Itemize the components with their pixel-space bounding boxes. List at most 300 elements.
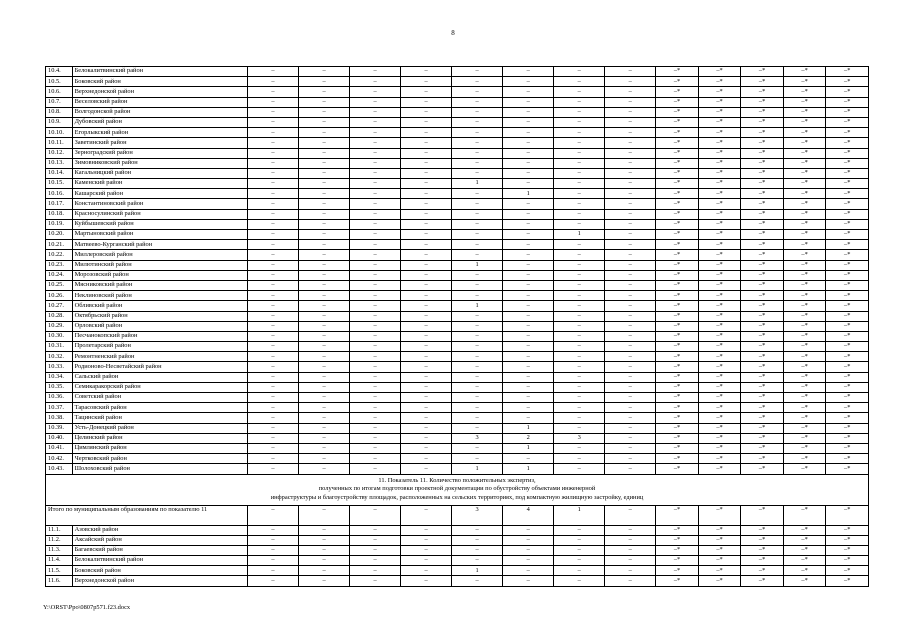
- district-name: Целинский район: [72, 433, 247, 443]
- value-cell: –: [554, 352, 605, 362]
- value-cell: –*: [741, 342, 784, 352]
- value-cell: –: [248, 250, 299, 260]
- value-cell: –*: [826, 403, 869, 413]
- value-cell: –: [401, 87, 452, 97]
- row-number: 10.13.: [46, 158, 73, 168]
- value-cell: –: [605, 433, 656, 443]
- value-cell: –: [605, 189, 656, 199]
- value-cell: –: [401, 556, 452, 566]
- value-cell: –*: [741, 168, 784, 178]
- value-cell: –: [299, 372, 350, 382]
- value-cell: –*: [741, 240, 784, 250]
- value-cell: –*: [698, 117, 741, 127]
- table-row: [46, 280, 869, 290]
- value-cell: –: [554, 321, 605, 331]
- value-cell: –: [452, 576, 503, 586]
- value-cell: –: [503, 219, 554, 229]
- value-cell: –: [554, 97, 605, 107]
- value-cell: –: [452, 209, 503, 219]
- value-cell: –: [401, 566, 452, 576]
- value-cell: –*: [826, 189, 869, 199]
- value-cell: –*: [783, 87, 826, 97]
- value-cell: –: [350, 372, 401, 382]
- table-row: [46, 443, 869, 453]
- value-cell: –*: [698, 566, 741, 576]
- value-cell: –: [452, 331, 503, 341]
- value-cell: –: [248, 128, 299, 138]
- table-row: [46, 240, 869, 250]
- row-number: 10.26.: [46, 291, 73, 301]
- value-cell: –: [503, 403, 554, 413]
- district-name: Чертковский район: [72, 454, 247, 464]
- value-cell: –*: [826, 260, 869, 270]
- value-cell: –: [350, 423, 401, 433]
- value-cell: –*: [656, 331, 699, 341]
- value-cell: –: [452, 556, 503, 566]
- value-cell: –: [299, 576, 350, 586]
- value-cell: –*: [826, 464, 869, 474]
- file-path-footer: Y:\ORST\Ppo\0807p571.f23.docx: [43, 604, 131, 611]
- row-number: 10.16.: [46, 189, 73, 199]
- value-cell: –*: [741, 301, 784, 311]
- table-row: [46, 67, 869, 77]
- row-number: 10.29.: [46, 321, 73, 331]
- value-cell: –*: [826, 270, 869, 280]
- value-cell: –*: [698, 393, 741, 403]
- value-cell: –*: [783, 393, 826, 403]
- value-cell: –: [248, 525, 299, 535]
- value-cell: –: [452, 230, 503, 240]
- value-cell: –*: [826, 117, 869, 127]
- value-cell: –*: [656, 219, 699, 229]
- value-cell: –: [350, 209, 401, 219]
- value-cell: –: [401, 331, 452, 341]
- value-cell: –: [401, 413, 452, 423]
- value-cell: –: [554, 393, 605, 403]
- value-cell: –: [248, 576, 299, 586]
- table-row: [46, 158, 869, 168]
- value-cell: –*: [826, 443, 869, 453]
- row-number: 10.8.: [46, 107, 73, 117]
- table-row: [46, 433, 869, 443]
- value-cell: –: [503, 321, 554, 331]
- value-cell: –: [554, 556, 605, 566]
- value-cell: –*: [826, 423, 869, 433]
- value-cell: –: [299, 107, 350, 117]
- value-cell: –*: [826, 230, 869, 240]
- value-cell: –: [248, 321, 299, 331]
- value-cell: –: [401, 576, 452, 586]
- value-cell: 2: [503, 433, 554, 443]
- value-cell: –*: [698, 372, 741, 382]
- table-row: [46, 413, 869, 423]
- value-cell: –: [401, 352, 452, 362]
- value-cell: 1: [503, 423, 554, 433]
- row-number: 10.35.: [46, 382, 73, 392]
- value-cell: –: [554, 545, 605, 555]
- value-cell: –*: [656, 393, 699, 403]
- value-cell: –*: [698, 413, 741, 423]
- value-cell: –*: [783, 179, 826, 189]
- value-cell: –: [299, 443, 350, 453]
- value-cell: –*: [656, 230, 699, 240]
- district-name: Зимовниковский район: [72, 158, 247, 168]
- value-cell: –*: [826, 138, 869, 148]
- value-cell: –*: [656, 433, 699, 443]
- value-cell: –: [299, 291, 350, 301]
- table-row: [46, 230, 869, 240]
- district-name: Милютинский район: [72, 260, 247, 270]
- table-row: [46, 209, 869, 219]
- district-name: Азовский район: [72, 525, 247, 535]
- table-row: [46, 107, 869, 117]
- value-cell: –*: [783, 209, 826, 219]
- value-cell: –*: [826, 209, 869, 219]
- row-number: 10.32.: [46, 352, 73, 362]
- value-cell: –: [299, 67, 350, 77]
- value-cell: –*: [783, 168, 826, 178]
- value-cell: –: [605, 545, 656, 555]
- value-cell: –: [452, 158, 503, 168]
- value-cell: –*: [698, 209, 741, 219]
- value-cell: –*: [698, 556, 741, 566]
- district-name: Веселовский район: [72, 97, 247, 107]
- value-cell: –*: [741, 270, 784, 280]
- value-cell: –*: [783, 219, 826, 229]
- value-cell: –*: [826, 331, 869, 341]
- value-cell: –: [350, 566, 401, 576]
- value-cell: –: [299, 454, 350, 464]
- district-name: Неклиновский район: [72, 291, 247, 301]
- value-cell: –: [350, 77, 401, 87]
- value-cell: –: [401, 393, 452, 403]
- value-cell: –*: [783, 454, 826, 464]
- row-number: 10.9.: [46, 117, 73, 127]
- value-cell: –: [401, 260, 452, 270]
- value-cell: –: [554, 168, 605, 178]
- value-cell: –: [554, 77, 605, 87]
- total-value-cell: –: [248, 505, 299, 525]
- value-cell: –: [299, 138, 350, 148]
- value-cell: –: [554, 219, 605, 229]
- value-cell: –: [554, 128, 605, 138]
- value-cell: –: [350, 230, 401, 240]
- value-cell: –*: [656, 117, 699, 127]
- value-cell: –*: [783, 403, 826, 413]
- value-cell: –: [401, 240, 452, 250]
- value-cell: –: [605, 77, 656, 87]
- value-cell: –: [248, 545, 299, 555]
- value-cell: –: [452, 87, 503, 97]
- value-cell: –*: [826, 545, 869, 555]
- section-11: [46, 474, 869, 525]
- total-row: [46, 505, 869, 525]
- district-name: Боковский район: [72, 77, 247, 87]
- value-cell: –*: [656, 423, 699, 433]
- value-cell: –*: [741, 209, 784, 219]
- value-cell: –*: [826, 280, 869, 290]
- value-cell: –: [452, 525, 503, 535]
- page-number: 8: [451, 29, 455, 37]
- value-cell: –*: [698, 138, 741, 148]
- value-cell: –: [503, 107, 554, 117]
- district-name: Дубовский район: [72, 117, 247, 127]
- value-cell: –: [248, 362, 299, 372]
- table-row: [46, 556, 869, 566]
- value-cell: –: [503, 301, 554, 311]
- value-cell: –: [248, 433, 299, 443]
- row-number: 10.37.: [46, 403, 73, 413]
- value-cell: –: [350, 240, 401, 250]
- row-number: 10.34.: [46, 372, 73, 382]
- table-row: [46, 117, 869, 127]
- value-cell: –: [605, 67, 656, 77]
- value-cell: –: [401, 454, 452, 464]
- district-name: Верхнедонской район: [72, 87, 247, 97]
- value-cell: –: [401, 291, 452, 301]
- value-cell: –: [554, 535, 605, 545]
- value-cell: –: [605, 576, 656, 586]
- district-name: Усть-Донецкий район: [72, 423, 247, 433]
- value-cell: –*: [826, 240, 869, 250]
- value-cell: –: [350, 270, 401, 280]
- value-cell: –: [503, 311, 554, 321]
- value-cell: –*: [783, 240, 826, 250]
- value-cell: –: [401, 138, 452, 148]
- table-row: [46, 311, 869, 321]
- value-cell: –*: [698, 301, 741, 311]
- value-cell: –: [452, 393, 503, 403]
- value-cell: –: [248, 240, 299, 250]
- value-cell: –: [401, 545, 452, 555]
- value-cell: –: [554, 87, 605, 97]
- value-cell: –*: [783, 107, 826, 117]
- value-cell: –*: [656, 362, 699, 372]
- value-cell: –: [503, 67, 554, 77]
- value-cell: –*: [698, 331, 741, 341]
- table-row: [46, 454, 869, 464]
- value-cell: –: [248, 454, 299, 464]
- value-cell: –: [554, 179, 605, 189]
- value-cell: –*: [741, 525, 784, 535]
- value-cell: 1: [452, 260, 503, 270]
- value-cell: –: [452, 443, 503, 453]
- value-cell: –: [299, 556, 350, 566]
- value-cell: –: [248, 97, 299, 107]
- value-cell: –: [248, 87, 299, 97]
- total-value-cell: –: [605, 505, 656, 525]
- value-cell: –*: [656, 545, 699, 555]
- value-cell: –: [248, 403, 299, 413]
- value-cell: –: [605, 403, 656, 413]
- value-cell: –: [452, 413, 503, 423]
- district-name: Кашарский район: [72, 189, 247, 199]
- value-cell: –: [605, 128, 656, 138]
- value-cell: –: [248, 67, 299, 77]
- value-cell: –*: [783, 342, 826, 352]
- value-cell: –: [299, 128, 350, 138]
- value-cell: –*: [783, 556, 826, 566]
- district-name: Семикаракорский район: [72, 382, 247, 392]
- section-title-line2: полученных по итогам подготовки проектной документации по обустройству объектами инженерной: [318, 485, 596, 493]
- value-cell: –: [248, 464, 299, 474]
- value-cell: –*: [783, 67, 826, 77]
- value-cell: –: [605, 464, 656, 474]
- total-value-cell: –: [299, 505, 350, 525]
- value-cell: –: [299, 219, 350, 229]
- value-cell: –: [248, 219, 299, 229]
- value-cell: –: [299, 230, 350, 240]
- value-cell: –*: [656, 67, 699, 77]
- district-name: Орловский район: [72, 321, 247, 331]
- value-cell: –*: [826, 433, 869, 443]
- value-cell: –: [554, 454, 605, 464]
- value-cell: –*: [783, 362, 826, 372]
- value-cell: –*: [826, 372, 869, 382]
- value-cell: –: [248, 311, 299, 321]
- value-cell: –*: [656, 179, 699, 189]
- value-cell: –*: [698, 270, 741, 280]
- value-cell: –: [401, 199, 452, 209]
- table-row: [46, 372, 869, 382]
- row-number: 10.21.: [46, 240, 73, 250]
- row-number: 10.11.: [46, 138, 73, 148]
- value-cell: –: [605, 331, 656, 341]
- value-cell: –: [350, 382, 401, 392]
- value-cell: –*: [698, 443, 741, 453]
- row-number: 10.27.: [46, 301, 73, 311]
- value-cell: –: [503, 566, 554, 576]
- value-cell: –: [554, 291, 605, 301]
- value-cell: –*: [741, 260, 784, 270]
- value-cell: –: [452, 138, 503, 148]
- row-number: 10.24.: [46, 270, 73, 280]
- district-name: Волгодонской район: [72, 107, 247, 117]
- value-cell: –: [299, 403, 350, 413]
- value-cell: –*: [741, 67, 784, 77]
- value-cell: –: [605, 158, 656, 168]
- value-cell: –: [605, 260, 656, 270]
- table-row: [46, 97, 869, 107]
- value-cell: –: [605, 199, 656, 209]
- value-cell: –: [299, 413, 350, 423]
- value-cell: –: [299, 566, 350, 576]
- value-cell: –: [605, 321, 656, 331]
- row-number: 10.5.: [46, 77, 73, 87]
- value-cell: –: [299, 168, 350, 178]
- value-cell: –*: [656, 148, 699, 158]
- value-cell: –: [350, 576, 401, 586]
- value-cell: –: [452, 342, 503, 352]
- row-number: 10.12.: [46, 148, 73, 158]
- value-cell: –*: [826, 179, 869, 189]
- value-cell: –*: [783, 311, 826, 321]
- value-cell: –*: [741, 382, 784, 392]
- value-cell: –: [401, 77, 452, 87]
- district-name: Мартыновский район: [72, 230, 247, 240]
- value-cell: –: [503, 250, 554, 260]
- value-cell: –: [401, 270, 452, 280]
- value-cell: –: [503, 280, 554, 290]
- value-cell: –: [554, 525, 605, 535]
- district-name: Сальский район: [72, 372, 247, 382]
- value-cell: –: [605, 301, 656, 311]
- table-row: [46, 199, 869, 209]
- value-cell: –: [248, 199, 299, 209]
- value-cell: –: [299, 301, 350, 311]
- value-cell: –: [248, 301, 299, 311]
- value-cell: –*: [783, 280, 826, 290]
- value-cell: –: [299, 158, 350, 168]
- value-cell: –: [401, 433, 452, 443]
- value-cell: –*: [826, 413, 869, 423]
- table-row: [46, 331, 869, 341]
- value-cell: –*: [783, 535, 826, 545]
- value-cell: –: [248, 372, 299, 382]
- value-cell: –: [299, 525, 350, 535]
- value-cell: –: [554, 566, 605, 576]
- total-value-cell: –*: [698, 505, 741, 525]
- value-cell: –*: [741, 107, 784, 117]
- value-cell: –: [248, 342, 299, 352]
- value-cell: –*: [741, 189, 784, 199]
- value-cell: –: [605, 535, 656, 545]
- value-cell: –*: [741, 87, 784, 97]
- value-cell: –: [299, 250, 350, 260]
- value-cell: –*: [656, 342, 699, 352]
- value-cell: –: [401, 423, 452, 433]
- value-cell: –: [350, 158, 401, 168]
- value-cell: –*: [783, 250, 826, 260]
- value-cell: –*: [656, 464, 699, 474]
- value-cell: –*: [741, 352, 784, 362]
- value-cell: –*: [741, 219, 784, 229]
- table-row: [46, 464, 869, 474]
- value-cell: –*: [741, 77, 784, 87]
- value-cell: –*: [698, 128, 741, 138]
- value-cell: –*: [826, 352, 869, 362]
- value-cell: –*: [826, 393, 869, 403]
- value-cell: –: [605, 525, 656, 535]
- value-cell: –*: [741, 362, 784, 372]
- table-row: [46, 250, 869, 260]
- section-header-row: [46, 474, 869, 505]
- value-cell: –: [503, 138, 554, 148]
- value-cell: –: [503, 117, 554, 127]
- value-cell: –: [350, 362, 401, 372]
- value-cell: –*: [783, 413, 826, 423]
- value-cell: –*: [741, 556, 784, 566]
- value-cell: –*: [656, 403, 699, 413]
- table-row: [46, 148, 869, 158]
- value-cell: –*: [826, 454, 869, 464]
- value-cell: –: [503, 179, 554, 189]
- value-cell: –*: [656, 270, 699, 280]
- value-cell: –: [503, 556, 554, 566]
- value-cell: –: [350, 525, 401, 535]
- value-cell: –*: [741, 413, 784, 423]
- value-cell: –*: [826, 301, 869, 311]
- value-cell: –*: [741, 199, 784, 209]
- value-cell: –*: [783, 148, 826, 158]
- total-value-cell: –*: [783, 505, 826, 525]
- value-cell: –*: [783, 301, 826, 311]
- district-name: Константиновский район: [72, 199, 247, 209]
- value-cell: –: [401, 362, 452, 372]
- value-cell: –: [503, 576, 554, 586]
- row-number: 10.6.: [46, 87, 73, 97]
- value-cell: –: [299, 199, 350, 209]
